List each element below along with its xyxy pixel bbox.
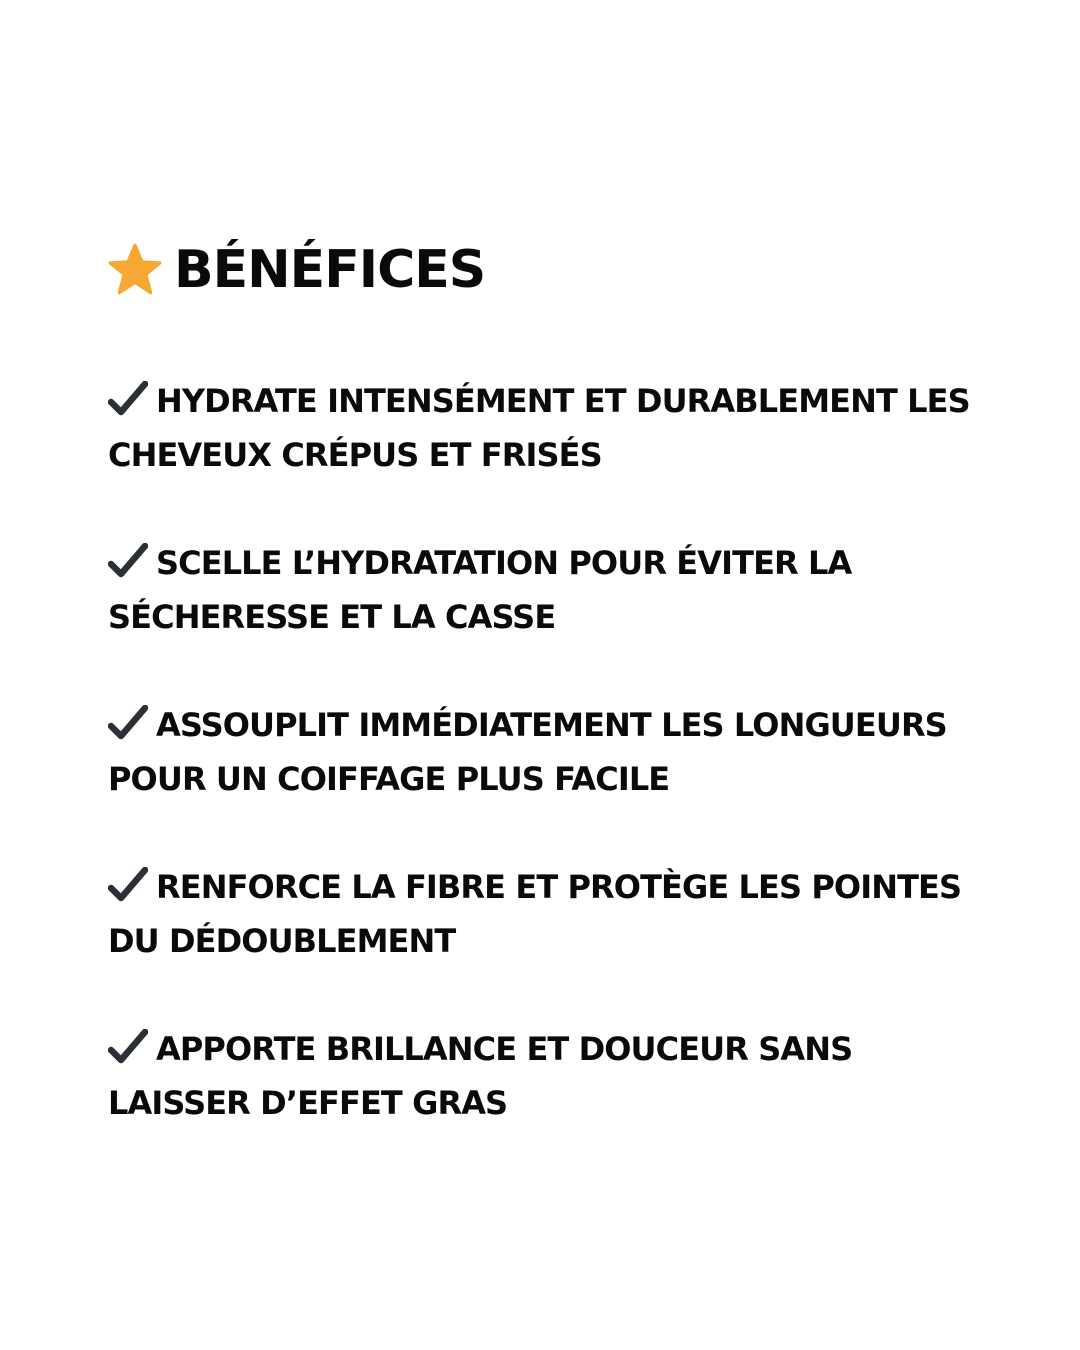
- list-item: [108, 374, 988, 482]
- list-item: [108, 860, 988, 968]
- heading: [108, 232, 988, 308]
- benefit-text: APPORTE BRILLANCE ET DOUCEUR SANS LAISSER D’EFFET GRAS: [108, 1030, 853, 1122]
- check-icon: [108, 543, 148, 579]
- list-item: [108, 1022, 988, 1130]
- benefit-text: HYDRATE INTENSÉMENT ET DURABLEMENT LES CHEVEUX CRÉPUS ET FRISÉS: [108, 382, 970, 474]
- benefit-text: ASSOUPLIT IMMÉDIATEMENT LES LONGUEURS POUR UN COIFFAGE PLUS FACILE: [108, 706, 947, 798]
- page-title: BÉNÉFICES: [174, 240, 486, 300]
- check-icon: [108, 705, 148, 741]
- benefit-text: RENFORCE LA FIBRE ET PROTÈGE LES POINTES DU DÉDOUBLEMENT: [108, 868, 962, 960]
- check-icon: [108, 1029, 148, 1065]
- benefit-list: [108, 374, 988, 1130]
- benefit-text: SCELLE L’HYDRATATION POUR ÉVITER LA SÉCHERESSE ET LA CASSE: [108, 544, 852, 636]
- check-icon: [108, 381, 148, 417]
- check-icon: [108, 867, 148, 903]
- benefits-card: [108, 232, 988, 1184]
- list-item: [108, 698, 988, 806]
- list-item: [108, 536, 988, 644]
- star-icon: [108, 243, 162, 297]
